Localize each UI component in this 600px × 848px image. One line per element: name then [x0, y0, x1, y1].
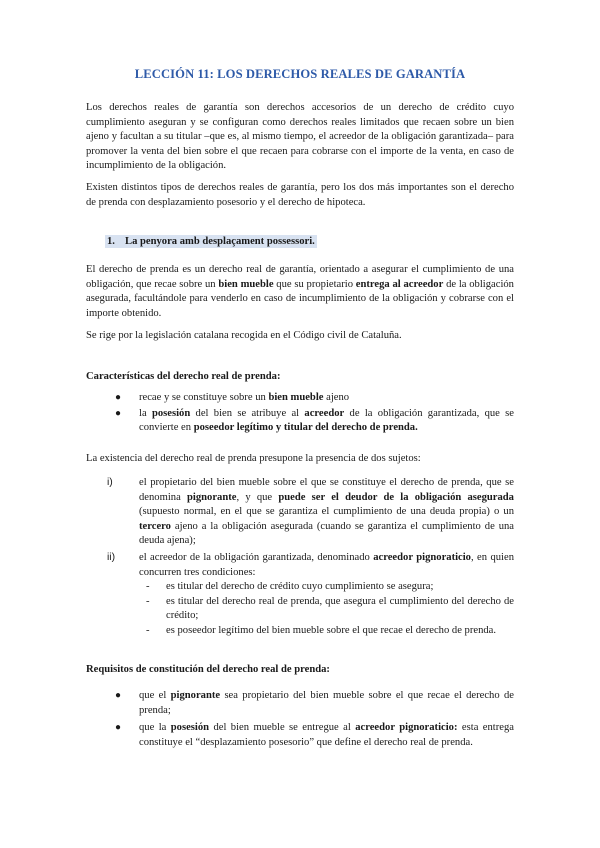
list-item: [115, 391, 514, 406]
bold-run: pignorante: [170, 690, 221, 701]
bold-run: pignorante: [187, 491, 237, 503]
list-marker: ii): [107, 551, 116, 563]
bold-run: acreedor pignoraticio: [373, 551, 471, 563]
text-run: ajeno: [323, 392, 350, 403]
section-heading-highlight: [105, 235, 317, 248]
bold-run: acreedor: [304, 407, 345, 419]
bold-run: poseedor legítimo y titular del derecho de prenda.: [193, 422, 418, 434]
text-run: , y que: [236, 491, 279, 503]
bullet-icon: ●: [115, 392, 122, 403]
dash-marker: -: [146, 624, 150, 636]
list-item: [115, 407, 514, 436]
list-marker: i): [107, 477, 113, 488]
text-run: que su propietario: [273, 278, 356, 290]
text-run: del bien se atribuye al: [190, 407, 305, 419]
bold-run: puede ser el deudor de la obligación asegurada: [278, 491, 514, 503]
text-run: es titular del derecho real de prenda, que asegura el cumplimiento del derecho de crédito;: [166, 595, 514, 622]
list-item: [86, 476, 514, 549]
dash-marker: -: [146, 595, 150, 607]
text-run: El derecho de prenda es un derecho real de garantía, orientado a asegurar el cumplimiento de una obligación, que recae sobre un: [86, 264, 514, 290]
list-item: [139, 580, 514, 595]
caracteristicas-list: [115, 391, 514, 437]
bullet-icon: ●: [115, 722, 122, 734]
section-heading-1: [105, 235, 317, 250]
text-run: ajeno a la obligación asegurada (cuando se garantiza el cumplimiento de una deuda ajena);: [139, 520, 514, 547]
bold-run: bien mueble: [268, 392, 324, 403]
list-item: [115, 721, 514, 750]
text-run: sea propietario del bien mueble sobre el que recae el derecho de prenda;: [139, 690, 514, 716]
text-run: la: [139, 407, 152, 419]
text-run: que el: [139, 690, 171, 701]
bold-run: tercero: [139, 520, 171, 532]
text-run: esta entrega constituye el “desplazamiento posesorio” que define el derecho real de prenda.: [139, 722, 514, 748]
intro-paragraph-2: Existen distintos tipos de derechos reales de garantía, pero los dos más importantes son el derecho de prenda con desplazamiento posesorio y el derecho de hipoteca.: [86, 182, 514, 208]
bold-run: posesión: [170, 722, 210, 734]
text-run: el propietario del bien mueble sobre el que se constituye el derecho de prenda, que se denomina: [139, 477, 514, 503]
prenda-definition-paragraph: [86, 263, 514, 321]
section-number: 1.: [107, 236, 115, 247]
list-item: [115, 689, 514, 718]
bold-run: acreedor pignoraticio:: [355, 722, 458, 734]
legislation-paragraph: Se rige por la legislación catalana recogida en el Código civil de Cataluña.: [86, 330, 402, 341]
section-heading-text: La penyora amb desplaçament possessori.: [125, 236, 315, 247]
bullet-icon: ●: [115, 407, 122, 419]
list-item: [139, 624, 514, 639]
text-run: , en quien concurren tres condiciones:: [139, 551, 514, 578]
text-run: es poseedor legítimo del bien mueble sobre el que recae el derecho de prenda.: [166, 624, 497, 636]
bold-run: entrega al acreedor: [355, 278, 444, 290]
conditions-list: [139, 580, 514, 638]
text-run: del bien mueble se entregue al: [209, 722, 356, 734]
caracteristicas-heading: Características del derecho real de prenda:: [86, 371, 281, 382]
sujetos-list: [86, 476, 514, 639]
text-run: recae y se constituye sobre un: [139, 392, 269, 403]
text-run: que la: [139, 722, 171, 734]
bullet-icon: ●: [115, 690, 122, 701]
intro-paragraph-1: Los derechos reales de garantía son derechos accesorios de un derecho de crédito cuyo cumplimiento aseguran y se configuran como derechos reales limitados que recaen sobre un bien ajeno y facultan a su titular –que es, al mismo tiempo, el acreedor de la obligación garantizada– para promover la venta del bien sobre el que recaen para cobrarse con el importe de la venta, en caso de incumplimiento de la obligación.: [86, 102, 514, 172]
dash-marker: -: [146, 581, 150, 593]
list-item: [139, 595, 514, 624]
text-run: es titular del derecho de crédito cuyo cumplimiento se asegura;: [166, 581, 434, 593]
requisitos-heading: Requisitos de constitución del derecho real de prenda:: [86, 664, 330, 675]
text-run: el acreedor de la obligación garantizada, denominado: [139, 551, 374, 563]
text-run: de la obligación asegurada, facultándole para venderlo en caso de incumplimiento de la obligación y cobrarse con el importe obtenido.: [86, 278, 514, 319]
list-item: [86, 551, 514, 639]
requisitos-list: [115, 689, 514, 751]
text-run: (supuesto normal, en el que se garantiza el cumplimiento de una deuda propia) o un: [139, 506, 514, 518]
bold-run: posesión: [151, 407, 191, 419]
page-title: LECCIÓN 11: LOS DERECHOS REALES DE GARANTÍA: [134, 67, 466, 81]
text-run: de la obligación garantizada, que se convierte en: [139, 407, 514, 434]
sujetos-intro: La existencia del derecho real de prenda presupone la presencia de dos sujetos:: [86, 453, 421, 464]
bold-run: bien mueble: [218, 278, 274, 290]
